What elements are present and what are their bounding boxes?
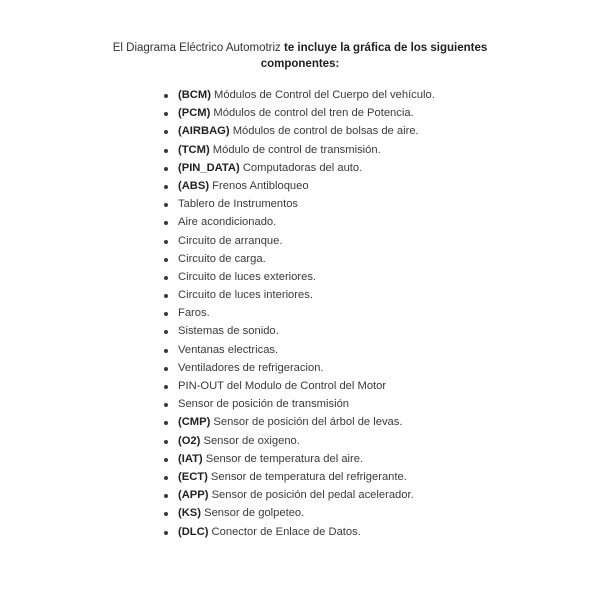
list-item <box>162 413 435 431</box>
component-code: (PIN_DATA) <box>178 161 240 174</box>
list-item <box>162 177 435 195</box>
component-description: Módulos de control del tren de Potencia. <box>210 107 414 120</box>
component-description: Sensor de posición de transmisión <box>178 398 350 411</box>
list-item <box>162 268 435 286</box>
list-item <box>162 450 435 468</box>
component-code: (TCM) <box>178 143 210 156</box>
component-description: Circuito de luces interiores. <box>178 289 313 302</box>
bullet-icon <box>164 221 168 225</box>
bullet-icon <box>164 531 168 535</box>
list-item <box>162 141 435 159</box>
bullet-icon <box>164 421 168 425</box>
component-code: (PCM) <box>178 107 211 120</box>
bullet-icon <box>164 385 168 389</box>
list-item <box>162 104 435 122</box>
bullet-icon <box>164 167 168 171</box>
list-item <box>162 359 435 377</box>
intro-bold-text-continued: componentes: <box>260 58 340 70</box>
bullet-icon <box>164 440 168 444</box>
bullet-icon <box>164 330 168 334</box>
component-description: Sensor de temperatura del aire. <box>202 452 364 465</box>
component-code: (APP) <box>178 489 209 502</box>
component-code: (KS) <box>178 507 201 520</box>
bullet-icon <box>164 476 168 480</box>
intro-normal-text: El Diagrama Eléctrico Automotriz <box>112 42 285 54</box>
bullet-icon <box>164 185 168 189</box>
bullet-icon <box>164 294 168 298</box>
intro-paragraph <box>90 40 510 72</box>
component-code: (ECT) <box>178 470 208 483</box>
bullet-icon <box>164 240 168 244</box>
bullet-icon <box>164 276 168 280</box>
list-item <box>162 232 435 250</box>
list-item <box>162 322 435 340</box>
component-description: Conector de Enlace de Datos. <box>208 525 361 538</box>
bullet-icon <box>164 349 168 353</box>
component-description: Sensor de oxigeno. <box>200 434 300 447</box>
bullet-icon <box>164 312 168 316</box>
list-item <box>162 213 435 231</box>
list-item <box>162 195 435 213</box>
bullet-icon <box>164 403 168 407</box>
list-item <box>162 159 435 177</box>
bullet-icon <box>164 258 168 262</box>
component-description: Circuito de carga. <box>178 252 266 265</box>
bullet-icon <box>164 458 168 462</box>
bullet-icon <box>164 112 168 116</box>
bullet-icon <box>164 149 168 153</box>
list-item <box>162 122 435 140</box>
component-description: PIN-OUT del Modulo de Control del Motor <box>178 380 387 392</box>
component-code: (ABS) <box>178 179 210 192</box>
component-code: (BCM) <box>178 89 211 101</box>
component-description: Ventanas electricas. <box>178 343 279 356</box>
component-description: Sensor de temperatura del refrigerante. <box>207 470 407 483</box>
list-item <box>162 286 435 304</box>
component-description: Módulo de control de transmisión. <box>209 143 381 156</box>
list-item <box>162 468 435 486</box>
component-description: Ventiladores de refrigeracion. <box>178 361 324 374</box>
component-description: Frenos Antibloqueo <box>209 179 309 192</box>
list-item <box>162 504 435 522</box>
intro-bold-text: te incluye la gráfica de los siguientes <box>284 42 488 54</box>
bullet-icon <box>164 512 168 516</box>
bullet-icon <box>164 494 168 498</box>
bullet-icon <box>164 203 168 207</box>
component-description: Tablero de Instrumentos <box>178 198 299 211</box>
component-code: (IAT) <box>178 452 203 465</box>
component-code: (O2) <box>178 434 201 447</box>
component-description: Sensor de posición del pedal acelerador. <box>208 489 414 502</box>
list-item <box>162 395 435 413</box>
list-item <box>162 486 435 504</box>
component-description: Circuito de luces exteriores. <box>178 270 317 283</box>
component-description: Módulos de control de bolsas de aire. <box>229 125 419 138</box>
list-item <box>162 86 435 104</box>
bullet-icon <box>164 94 168 98</box>
bullet-icon <box>164 130 168 134</box>
component-description: Módulos de Control del Cuerpo del vehículo. <box>210 89 435 101</box>
component-description: Aire acondicionado. <box>178 216 277 229</box>
list-item <box>162 250 435 268</box>
bullet-icon <box>164 367 168 371</box>
component-code: (CMP) <box>178 416 211 429</box>
component-description: Faros. <box>178 307 210 320</box>
component-description: Sistemas de sonido. <box>178 325 279 338</box>
list-item <box>162 377 435 395</box>
component-list <box>162 86 435 541</box>
component-code: (DLC) <box>178 525 209 538</box>
component-description: Circuito de arranque. <box>178 234 283 247</box>
component-description: Computadoras del auto. <box>239 161 363 174</box>
component-description: Sensor de posición del árbol de levas. <box>210 416 403 429</box>
list-item <box>162 304 435 322</box>
list-item <box>162 432 435 450</box>
component-code: (AIRBAG) <box>178 125 230 138</box>
list-item <box>162 341 435 359</box>
list-item <box>162 523 435 541</box>
component-description: Sensor de golpeteo. <box>201 507 305 520</box>
